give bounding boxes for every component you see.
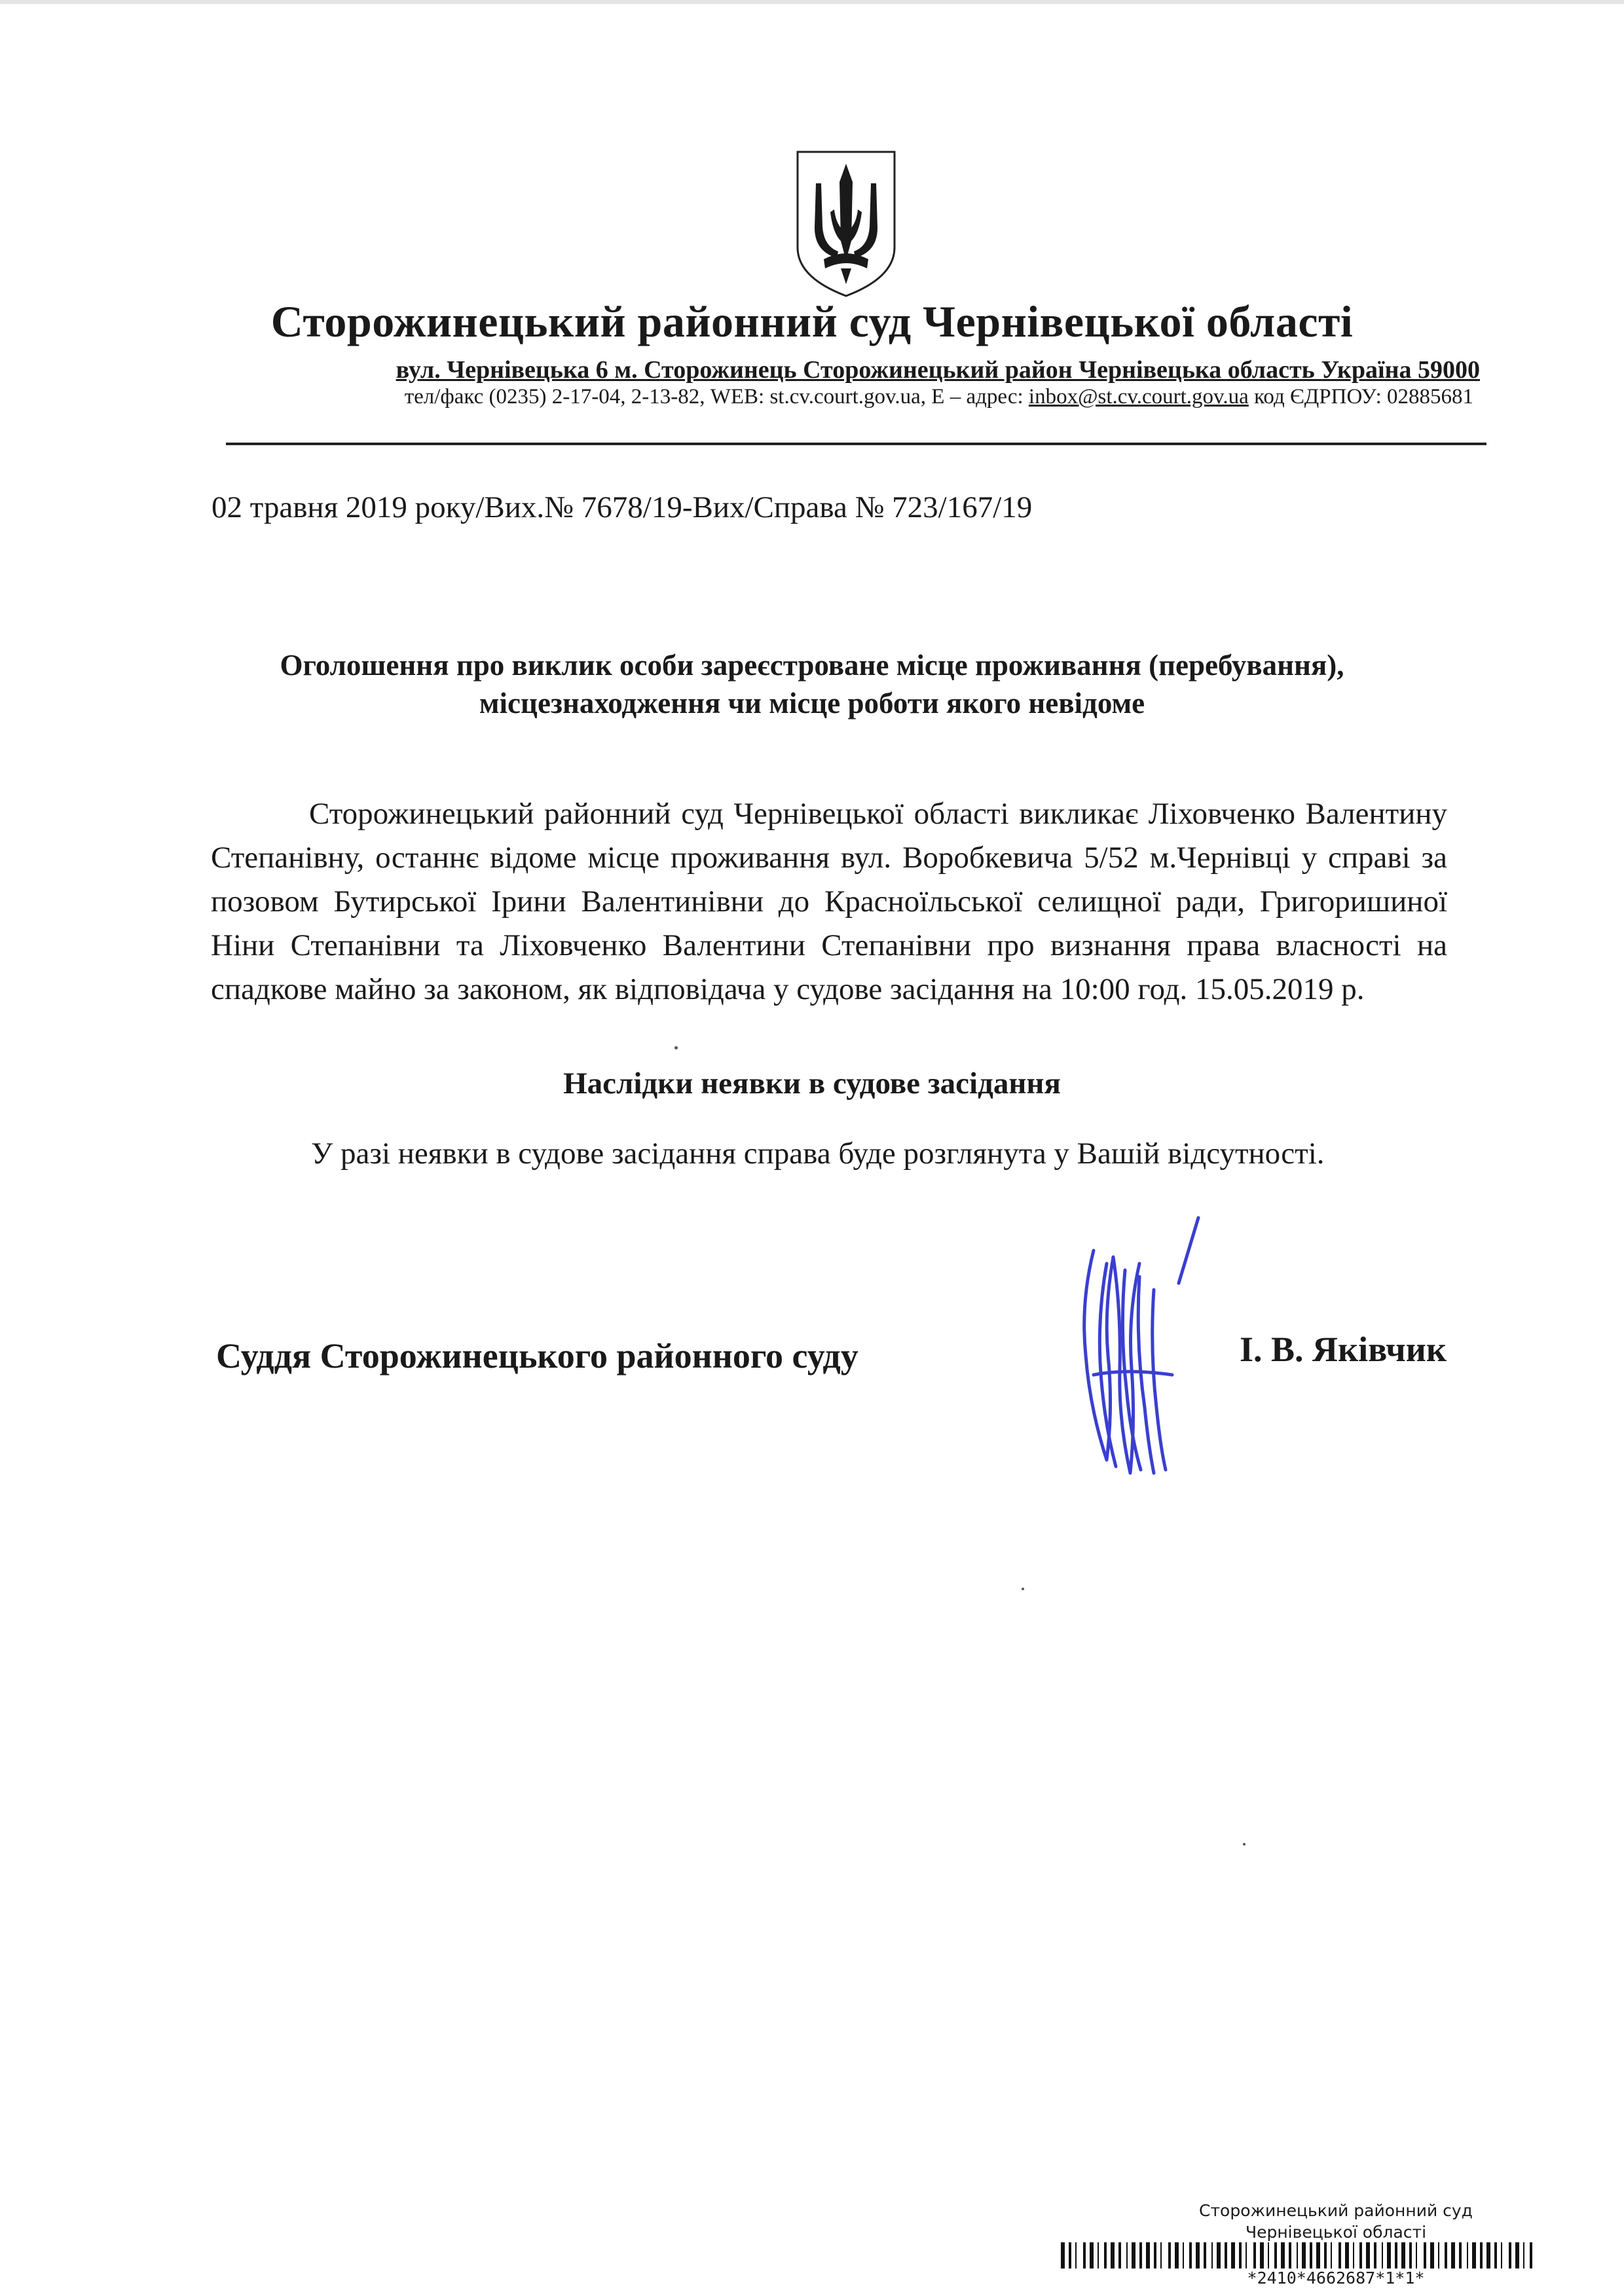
barcode-bar — [1374, 2242, 1376, 2269]
barcode-bar — [1509, 2242, 1511, 2269]
barcode-bar — [1160, 2242, 1162, 2269]
barcode-bar — [1297, 2242, 1298, 2269]
barcode-bar — [1451, 2242, 1455, 2269]
scan-top-edge — [0, 0, 1624, 4]
barcode-bar — [1217, 2242, 1221, 2269]
consequences-text: У разі неявки в судове засідання справа буде розглянута у Вашій відсутності. — [311, 1137, 1325, 1171]
barcode-bar — [1126, 2242, 1128, 2269]
registration-stamp-court — [1107, 2200, 1565, 2243]
barcode-bar — [1090, 2242, 1094, 2269]
barcode-bar — [1274, 2242, 1277, 2269]
barcode-bar — [1246, 2242, 1247, 2269]
barcode-bar — [1211, 2242, 1213, 2269]
registration-stamp-line-2: Чернівецької області — [1245, 2223, 1427, 2242]
barcode-bar — [1061, 2242, 1065, 2269]
barcode-bar — [1146, 2242, 1150, 2269]
registration-code: *2410*4662687*1*1* — [1247, 2269, 1425, 2287]
barcode-bar — [1075, 2242, 1077, 2269]
header-divider — [226, 443, 1486, 445]
barcode-bar — [1480, 2242, 1483, 2269]
barcode-bar — [1132, 2242, 1135, 2269]
outgoing-reference: 02 травня 2019 року/Вих.№ 7678/19-Вих/Справа № 723/167/19 — [212, 490, 1033, 524]
barcode-bar — [1445, 2242, 1447, 2269]
barcode-bar — [1260, 2242, 1264, 2269]
announcement-title-line-2: місцезнаходження чи місце роботи якого невідоме — [479, 687, 1145, 720]
barcode-bar — [1069, 2242, 1071, 2269]
barcode-bar — [1118, 2242, 1121, 2269]
barcode-bar — [1331, 2242, 1332, 2269]
barcode-bar — [1111, 2242, 1115, 2269]
barcode-bar — [1523, 2242, 1524, 2269]
barcode-bar — [1353, 2242, 1354, 2269]
court-contacts — [229, 385, 1473, 409]
barcode-bar — [1382, 2242, 1383, 2269]
barcode-bar — [1395, 2242, 1397, 2269]
barcode-bar — [1154, 2242, 1156, 2269]
barcode-bar — [1231, 2242, 1235, 2269]
barcode-bar — [1098, 2242, 1099, 2269]
registration-barcode — [1061, 2242, 1539, 2269]
barcode-bar — [1204, 2242, 1206, 2269]
barcode-bar — [1083, 2242, 1086, 2269]
barcode-bar — [1268, 2242, 1269, 2269]
barcode-bar — [1225, 2242, 1227, 2269]
barcode-bar — [1401, 2242, 1405, 2269]
barcode-bar — [1438, 2242, 1439, 2269]
barcode-bar — [1472, 2242, 1476, 2269]
scan-speck — [1022, 1588, 1024, 1590]
barcode-bar — [1175, 2242, 1179, 2269]
barcode-bar — [1104, 2242, 1107, 2269]
barcode-bar — [1530, 2242, 1532, 2269]
barcode-bar — [1501, 2242, 1502, 2269]
barcode-bar — [1324, 2242, 1327, 2269]
barcode-bar — [1338, 2242, 1341, 2269]
barcode-bar — [1416, 2242, 1417, 2269]
judge-title: Суддя Сторожинецького районного суду — [216, 1336, 858, 1376]
announcement-title-line-1: Оголошення про виклик особи зареєстроване місце проживання (перебування), — [280, 649, 1344, 682]
court-email-link[interactable]: inbox@st.cv.court.gov.ua — [1028, 385, 1249, 409]
announcement-body: Сторожинецький районний суд Чернівецької області викликає Ліховченко Валентину Степанівну, останнє відоме місце проживання вул. Воробкевича 5/52 м.Чернівці у справі за позовом Бутирської Ірини Валентинівни до Красноїльської селищної ради, Григоришиної Ніни Степанівни та Ліховченко Валентини Степанівни про визнання права власності на спадкове майно за законом, як відповідача у судове засідання на 10:00 год. 15.05.2019 р. — [211, 797, 1447, 1006]
barcode-bar — [1345, 2242, 1349, 2269]
barcode-bar — [1424, 2242, 1426, 2269]
scan-speck — [674, 1046, 678, 1049]
barcode-bar — [1459, 2242, 1462, 2269]
barcode-bar — [1183, 2242, 1184, 2269]
trident-coat-of-arms-icon — [794, 149, 898, 299]
barcode-bar — [1239, 2242, 1242, 2269]
barcode-bar — [1359, 2242, 1362, 2269]
contacts-prefix: тел/факс (0235) 2-17-04, 2-13-82, WEB: st.cv.court.gov.ua, Е – адрес: — [404, 385, 1029, 409]
barcode-bar — [1486, 2242, 1490, 2269]
barcode-bar — [1289, 2242, 1291, 2269]
scan-speck — [1243, 1843, 1246, 1846]
barcode-bar — [1316, 2242, 1320, 2269]
consequences-heading: Наслідки неявки в судове засідання — [563, 1066, 1061, 1101]
registration-stamp-line-1: Сторожинецький районний суд — [1199, 2201, 1473, 2220]
handwritten-signature — [1067, 1211, 1211, 1486]
barcode-bar — [1430, 2242, 1434, 2269]
barcode-bar — [1467, 2242, 1468, 2269]
barcode-bar — [1302, 2242, 1306, 2269]
barcode-bar — [1168, 2242, 1171, 2269]
barcode-bar — [1310, 2242, 1312, 2269]
barcode-bar — [1139, 2242, 1142, 2269]
announcement-title — [196, 646, 1428, 722]
court-address: вул. Чернівецька 6 м. Сторожинець Сторожинецький район Чернівецька область Україна 59000 — [396, 356, 1480, 384]
barcode-bar — [1409, 2242, 1412, 2269]
court-name-heading: Сторожинецький районний суд Чернівецької області — [270, 297, 1354, 346]
barcode-bar — [1281, 2242, 1285, 2269]
barcode-bar — [1515, 2242, 1519, 2269]
barcode-bar — [1366, 2242, 1370, 2269]
barcode-bar — [1387, 2242, 1391, 2269]
contacts-suffix: код ЄДРПОУ: 02885681 — [1248, 385, 1473, 409]
judge-name: І. В. Яківчик — [1240, 1330, 1447, 1369]
barcode-bar — [1253, 2242, 1256, 2269]
barcode-bar — [1196, 2242, 1200, 2269]
barcode-bar — [1494, 2242, 1497, 2269]
barcode-bar — [1189, 2242, 1192, 2269]
